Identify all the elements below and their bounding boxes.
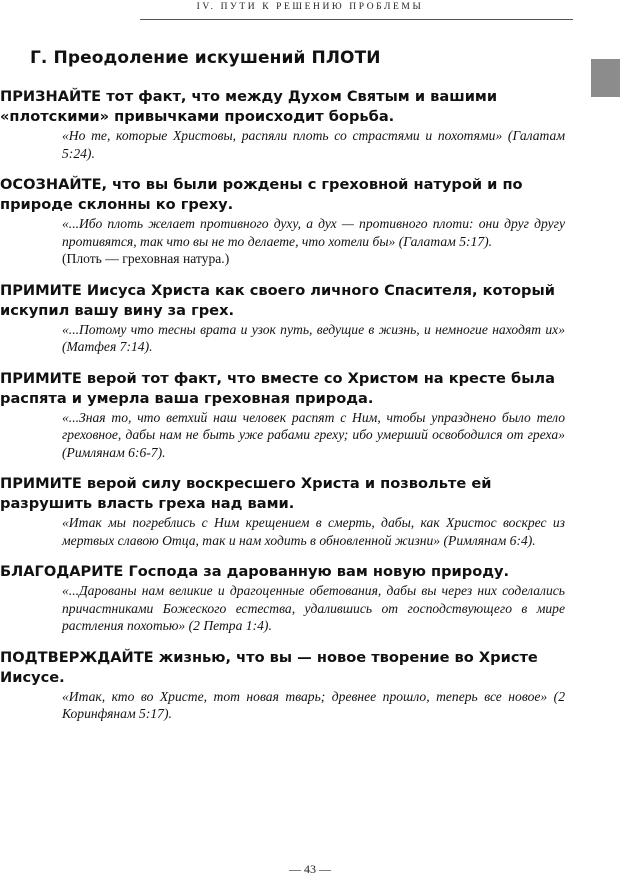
entry-keyword: ОСОЗНАЙТЕ <box>0 176 102 193</box>
entry-lead <box>0 87 585 127</box>
entry <box>0 562 585 635</box>
header-rule <box>140 19 573 20</box>
entry-keyword: ПРИМИТЕ <box>0 369 82 387</box>
scripture-quote: «Итак мы погреблись с Ним крещением в смерть, дабы, как Христос воскрес из мертвых славою Отца, так и нам ходить в обновленной жизни» (Римлянам 6:4). <box>62 515 565 548</box>
chapter-tab-marker <box>591 59 620 97</box>
entry <box>0 87 585 162</box>
entry-text: тот факт, что между Духом Святым и вашими «плотскими» привычками происходит борьба. <box>0 88 498 125</box>
scripture-quote: «...Зная то, что ветхий наш человек распят с Ним, чтобы упразднено было тело греховное, дабы нам не быть уже рабами греху; ибо умерший освободился от греха» (Римлянам 6:6-7). <box>62 409 565 460</box>
entry <box>0 648 585 723</box>
entry-keyword: ПРИМИТЕ <box>0 281 82 299</box>
entry <box>0 175 585 268</box>
entry-keyword: ПРИЗНАЙТЕ <box>0 88 102 105</box>
entry-note: (Плоть — греховная натура.) <box>62 251 230 266</box>
scripture-quote: «Итак, кто во Христе, тот новая тварь; древнее прошло, теперь все новое» (2 Коринфянам 5:17). <box>62 688 565 721</box>
entry-lead <box>0 648 585 688</box>
page-number: — 43 — <box>289 862 331 876</box>
entry-text: верой силу воскресшего Христа и позвольте ей разрушить власть греха над вами. <box>0 475 492 512</box>
entry-keyword: ПРИМИТЕ <box>0 475 82 492</box>
entry <box>0 281 585 356</box>
entry <box>0 369 585 462</box>
entry <box>0 474 585 549</box>
scripture-quote: «...Ибо плоть желает противного духу, а дух — противного плоти: они друг другу противятся, так что вы не то делаете, что хотели бы» (Галатам 5:17). <box>62 216 565 249</box>
running-head: IV. ПУТИ К РЕШЕНИЮ ПРОБЛЕМЫ <box>196 2 424 12</box>
entry-keyword: БЛАГОДАРИТЕ <box>0 563 124 580</box>
entry-text: жизнью, что вы — новое творение во Христе Иисусе. <box>0 648 538 686</box>
scripture-quote: «...Дарованы нам великие и драгоценные обетования, дабы вы через них соделались причастниками Божеского естества, удалившись от господствующего в мире растления похотью» (2 Петра 1:4). <box>62 583 565 633</box>
entry-lead <box>0 175 585 215</box>
entry-lead <box>0 474 585 514</box>
content <box>0 87 585 736</box>
scripture-quote: «Но те, которые Христовы, распяли плоть со страстями и похотями» (Галатам 5:24). <box>62 128 565 161</box>
entry-lead <box>0 562 585 582</box>
scripture-quote: «...Потому что тесны врата и узок путь, ведущие в жизнь, и немногие находят их» (Матфея 7:14). <box>62 321 565 354</box>
entry-lead <box>0 369 585 409</box>
section-title: Г. Преодоление искушений ПЛОТИ <box>30 48 381 68</box>
entry-text: Господа за дарованную вам новую природу. <box>123 563 510 580</box>
entry-text: верой тот факт, что вместе со Христом на кресте была распята и умерла ваша греховная природа. <box>0 369 555 407</box>
entry-keyword: ПОДТВЕРЖДАЙТЕ <box>0 648 154 666</box>
entry-text: Иисуса Христа как своего личного Спасителя, который искупил вашу вину за грех. <box>0 281 555 319</box>
entry-text: , что вы были рождены с греховной натурой и по природе склонны ко греху. <box>0 176 523 213</box>
entry-lead <box>0 281 585 321</box>
